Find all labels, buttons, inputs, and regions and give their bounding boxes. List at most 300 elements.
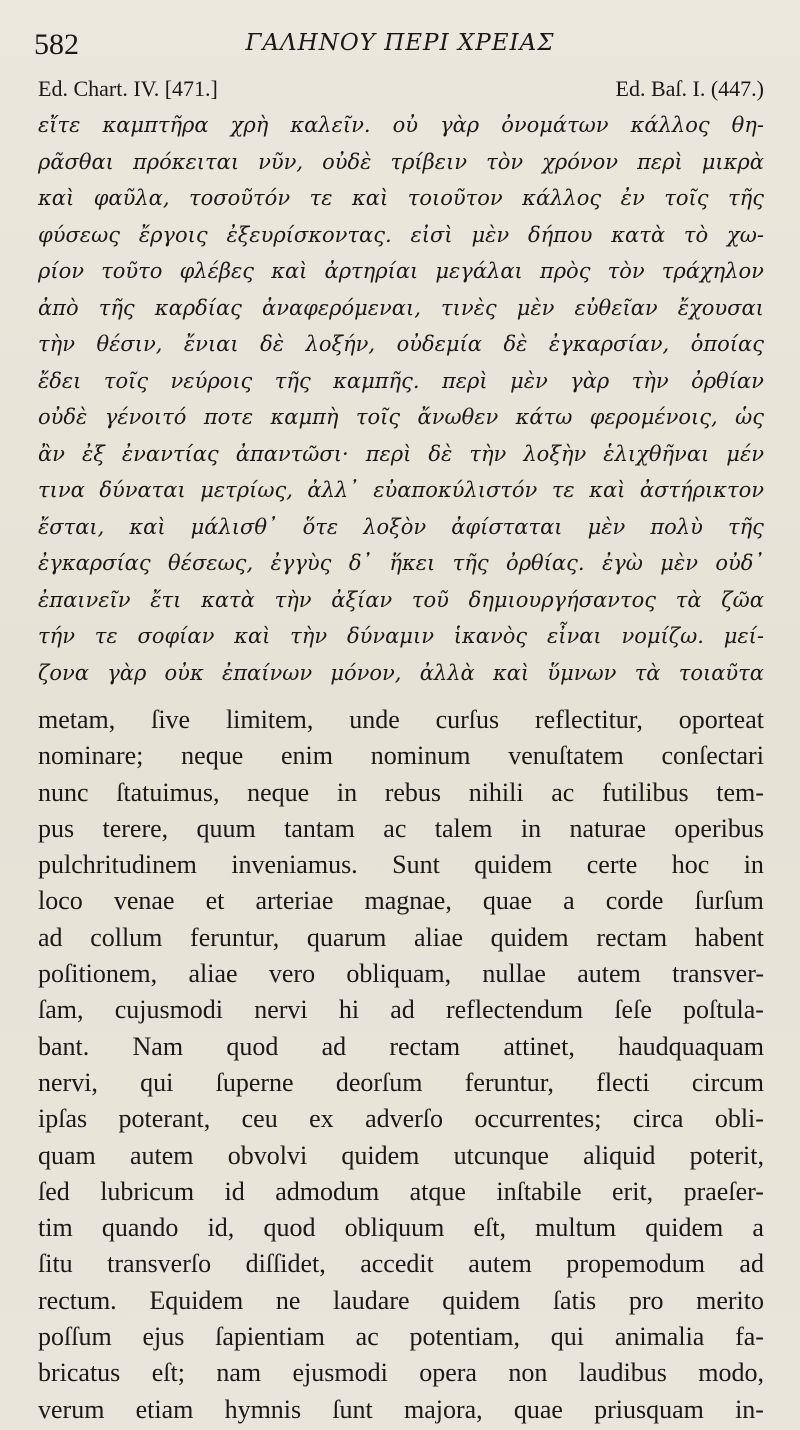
word: ſed (38, 1176, 70, 1206)
word: τὰ (675, 587, 702, 612)
word: ἔτι (150, 587, 182, 612)
latin-text-line (38, 1101, 764, 1137)
word: hoc (671, 850, 710, 880)
word: τὸν (607, 259, 645, 283)
word: τοῦτο (101, 259, 163, 283)
word: ἀπὸ (38, 295, 79, 320)
word: τῆς (274, 368, 311, 393)
word: nam (216, 1358, 262, 1388)
word: ἑλιχθῆναι (603, 441, 710, 466)
word: fa- (735, 1322, 764, 1352)
edition-chartier: Ed. Chart. IV. [471.] (38, 76, 218, 101)
word: ἐγγὺς (270, 551, 332, 575)
word: loco (38, 886, 83, 916)
word: ἐπαινεῖν (38, 587, 131, 612)
word: ipſas (38, 1104, 88, 1134)
word: aliae (413, 922, 464, 952)
word: ὕμνων (547, 660, 617, 685)
word: pulchritudinem (38, 850, 197, 880)
word: ρίον (38, 259, 84, 283)
word: χρὴ (230, 113, 269, 137)
word: feruntur, (190, 922, 280, 952)
word: μέν (726, 441, 764, 466)
greek-text-line (38, 582, 764, 619)
latin-text-line (38, 1065, 764, 1101)
word: τὴν (290, 624, 328, 648)
word: tantam (284, 813, 355, 843)
greek-text-line (38, 217, 764, 254)
word: ac (551, 777, 575, 807)
word: utcunque (453, 1140, 549, 1170)
word: κάτω (515, 405, 573, 429)
word: καὶ (129, 514, 166, 539)
word: ac (355, 1322, 379, 1352)
word: λοξὸν (363, 514, 427, 539)
word: περὶ (441, 368, 488, 393)
word: μὲν (660, 551, 698, 575)
word: τοιαῦτα (678, 660, 764, 685)
word: μὲν (587, 514, 626, 539)
word: cujusmodi (114, 995, 224, 1025)
word: lubricum (100, 1176, 195, 1206)
word: οὐκ (164, 660, 204, 685)
word: venuſtatem (508, 741, 624, 771)
word: ejusmodi (292, 1358, 388, 1388)
word: collum (90, 922, 163, 952)
word: τῆς (727, 514, 764, 539)
word: καρδίας (154, 295, 242, 320)
word: δήπου (527, 222, 593, 247)
word: κατὰ (611, 222, 666, 247)
page-number: 582 (34, 28, 79, 61)
word: id, (207, 1213, 235, 1243)
word: quidem (490, 922, 569, 952)
greek-text-line (38, 509, 764, 546)
word: unde (349, 705, 400, 734)
word: a (752, 1213, 764, 1243)
word: ὡς (735, 405, 764, 429)
word: ρᾶσθαι (38, 149, 114, 174)
word: ὁποίας (690, 332, 764, 356)
word: γὰρ (440, 113, 480, 137)
latin-text-line (38, 992, 764, 1028)
word: metam, (38, 705, 116, 734)
word: poſitionem, (38, 959, 158, 989)
word: μὲν (510, 368, 548, 393)
word: εὐθεῖαν (574, 295, 658, 320)
word: reflectitur, (534, 705, 643, 734)
word: modo, (698, 1358, 764, 1388)
word: ζονα (38, 660, 89, 685)
word: ἀφίσταται (451, 514, 563, 539)
word: χρόνον (542, 149, 619, 174)
word: χω- (726, 222, 764, 247)
word: quae (513, 1394, 563, 1424)
word: reflectendum (445, 995, 584, 1025)
word: τράχηλον (661, 259, 764, 283)
word: inveniamus. (231, 850, 358, 880)
word: nervi (254, 995, 308, 1025)
word: καὶ (271, 259, 308, 283)
edition-basel: Ed. Baſ. I. (447.) (615, 76, 764, 101)
word: κατὰ (201, 587, 255, 612)
word: ὀρθίαν (691, 368, 764, 393)
word: transver- (672, 959, 764, 989)
word: quum (196, 813, 256, 843)
word: ὅτε (302, 514, 339, 539)
word: feruntur, (464, 1067, 554, 1097)
word: venae (113, 886, 175, 916)
word: ἱκανὸς (453, 624, 528, 648)
word: τε (309, 186, 333, 210)
word: qui (140, 1067, 174, 1097)
word: μόνον, (330, 660, 402, 685)
word: τοιοῦτον (407, 186, 503, 210)
word: τὸν (486, 149, 524, 174)
word: πολὺ (650, 514, 703, 539)
word: laudare (333, 1285, 410, 1315)
word: flecti (596, 1067, 650, 1097)
word: ἀπαντῶσι· (235, 441, 349, 466)
word: talem (434, 813, 493, 843)
word: καμπῆς. (333, 368, 420, 393)
word: futilibus (601, 777, 689, 807)
latin-text-line (38, 702, 764, 738)
word: vero (268, 959, 316, 989)
word: τῆς (452, 551, 489, 575)
word: Nam (132, 1031, 184, 1061)
word: ἐξευρίσκοντας. (226, 222, 392, 247)
word: nominum (370, 741, 471, 771)
word: tim (38, 1213, 73, 1243)
word: ex (309, 1104, 334, 1134)
word: habent (694, 922, 764, 952)
word: Equidem (149, 1285, 244, 1315)
word: bricatus (38, 1358, 121, 1388)
word: in (520, 813, 542, 843)
word: aliquid (583, 1140, 656, 1170)
word: attinet, (503, 1031, 575, 1061)
word: ceu (241, 1104, 278, 1134)
word: pus (38, 813, 75, 843)
word: ἀλλ᾽ (307, 478, 359, 502)
word: εὐαποκύλιστόν (373, 478, 538, 502)
word: μεγάλαι (435, 259, 523, 283)
word: ac (383, 813, 407, 843)
word: δ᾽ (348, 551, 372, 575)
word: ad (390, 995, 415, 1025)
word: conſectari (661, 741, 764, 771)
word: ἔδει (38, 368, 82, 393)
word: ἀστήρικτον (639, 478, 764, 502)
word: ſive (151, 705, 191, 734)
word: operibus (674, 813, 764, 843)
greek-text-line (38, 655, 764, 692)
word: propemodum (566, 1249, 705, 1279)
word: naturae (569, 813, 647, 843)
running-title: ΓΑΛΗΝΟΥ ΠΕΡΙ ΧΡΕΙΑΣ (245, 30, 555, 56)
word: quod (226, 1031, 279, 1061)
word: τε (94, 624, 118, 648)
word: neque (181, 741, 244, 771)
word: corde (605, 886, 664, 916)
word: a (563, 886, 575, 916)
word: κάλλος (630, 113, 710, 137)
word: μὲν (471, 222, 510, 247)
latin-text-block (38, 702, 764, 1428)
word: magnae, (364, 886, 452, 916)
word: obvolvi (227, 1140, 308, 1170)
latin-text-line (38, 920, 764, 956)
word: rectum. (38, 1285, 117, 1315)
word: μὲν (516, 295, 555, 320)
greek-text-line (38, 545, 764, 582)
word: ἐπαίνων (221, 660, 313, 685)
word: autem (577, 959, 641, 989)
latin-text-line (38, 811, 764, 847)
word: obliquam, (346, 959, 452, 989)
word: κάλλος (522, 186, 602, 210)
word: quarum (306, 922, 387, 952)
word: enim (281, 741, 334, 771)
word: ὀρθίας. (506, 551, 585, 575)
word: transverſo (107, 1249, 212, 1279)
word: καὶ (234, 624, 271, 648)
word: ad (739, 1249, 764, 1279)
word: etiam (135, 1394, 194, 1424)
word: τὴν (631, 368, 669, 393)
word: non (508, 1358, 548, 1388)
word: poterit, (689, 1140, 764, 1170)
word: aliae (188, 959, 238, 989)
word: quae (482, 886, 532, 916)
word: ſtatuimus, (116, 777, 220, 807)
word: πρὸς (539, 259, 591, 283)
page-header (34, 24, 766, 68)
word: hymnis (224, 1394, 302, 1424)
word: ἐναντίας (121, 441, 219, 466)
word: ſeſe (614, 995, 652, 1025)
word: ποτε (203, 405, 254, 429)
word: καὶ (589, 478, 626, 502)
word: opera (419, 1358, 477, 1388)
word: occurrentes; (474, 1104, 602, 1134)
word: τε (551, 478, 575, 502)
word: εἰσὶ (410, 222, 453, 247)
word: quidem (442, 1285, 521, 1315)
word: τοῖς (103, 368, 149, 393)
word: rectam (389, 1031, 461, 1061)
word: ſurſum (694, 886, 764, 916)
word: ſunt (332, 1394, 373, 1424)
word: λοξὴν (523, 441, 587, 466)
word: φερομένοις, (589, 405, 718, 429)
word: autem (468, 1249, 532, 1279)
word: θη- (731, 113, 764, 137)
word: ἄνωθεν (417, 405, 499, 429)
word: quidem (341, 1140, 420, 1170)
word: δύναμιν (346, 624, 434, 648)
word: nervi, (38, 1067, 98, 1097)
latin-text-line (38, 1319, 764, 1355)
word: ſatis (552, 1285, 597, 1315)
word: καλεῖν. (290, 113, 371, 137)
word: μικρὰ (701, 149, 764, 174)
word: τρίβειν (390, 149, 468, 174)
word: δύναται (99, 478, 186, 502)
word: oporteat (678, 705, 764, 734)
latin-text-line (38, 738, 764, 774)
word: deorſum (335, 1067, 423, 1097)
word: merito (696, 1285, 764, 1315)
word: eſt, (473, 1213, 506, 1243)
word: laudibus (578, 1358, 667, 1388)
word: rebus (384, 777, 442, 807)
word: limitem, (225, 705, 314, 734)
word: σοφίαν (137, 624, 215, 648)
word: id (224, 1176, 245, 1206)
word: certe (586, 850, 638, 880)
latin-text-line (38, 1283, 764, 1319)
word: γένοιτό (104, 405, 187, 429)
word: arteriae (255, 886, 334, 916)
word: τὰ (634, 660, 661, 685)
word: τοῦ (411, 587, 449, 612)
greek-text-line (38, 290, 764, 327)
word: καὶ (38, 186, 75, 210)
word: curſus (435, 705, 500, 734)
word: περὶ (365, 441, 412, 466)
word: adverſo (365, 1104, 444, 1134)
word: majora, (403, 1394, 483, 1424)
word: φύσεως (38, 222, 120, 247)
word: δημιουργήσαντος (468, 587, 656, 612)
word: circa (632, 1104, 684, 1134)
word: bant. (38, 1031, 90, 1061)
word: verum (38, 1394, 105, 1424)
greek-text-line (38, 363, 764, 400)
word: neque (247, 777, 310, 807)
greek-text-line (38, 144, 764, 181)
word: obliquum (344, 1213, 445, 1243)
word: ἐγκαρσίαν, (548, 332, 670, 356)
word: quidem (645, 1213, 724, 1243)
word: poſtula- (683, 995, 764, 1025)
word: multum (535, 1213, 617, 1243)
word: et (205, 886, 225, 916)
word: γὰρ (570, 368, 610, 393)
word: in (336, 777, 358, 807)
greek-text-line (38, 180, 764, 217)
word: οὐδ᾽ (715, 551, 764, 575)
word: θέσιν, (96, 332, 163, 356)
word: ἀξίαν (331, 587, 393, 612)
word: καὶ (492, 660, 530, 685)
word: nominare; (38, 741, 144, 771)
greek-text-block (38, 107, 764, 691)
latin-text-line (38, 1355, 764, 1391)
word: ſitu (38, 1249, 73, 1279)
latin-text-line (38, 1174, 764, 1210)
word: δὲ (260, 332, 285, 356)
word: τὴν (274, 587, 312, 612)
word: ἀρτηρίαι (324, 259, 419, 283)
word: ὀνομάτων (501, 113, 609, 137)
word: quam (38, 1140, 96, 1170)
word: εἶναι (546, 624, 602, 648)
word: ἔσται, (38, 514, 105, 539)
word: καὶ (352, 186, 389, 210)
word: animalia (614, 1322, 705, 1352)
word: ἥκει (389, 551, 436, 575)
word: μάλισθ᾽ (190, 514, 278, 539)
word: quando (101, 1213, 179, 1243)
latin-text-line (38, 956, 764, 992)
word: τοῖς (664, 186, 709, 210)
edition-references (38, 76, 764, 106)
word: praeſer- (683, 1176, 764, 1206)
word: ad (38, 922, 63, 952)
word: γὰρ (107, 660, 147, 685)
word: πρόκειται (132, 149, 240, 174)
word: μεί- (723, 624, 764, 648)
greek-text-line (38, 436, 764, 473)
latin-text-line (38, 883, 764, 919)
word: τινὲς (440, 295, 497, 320)
word: καμπὴ (270, 405, 339, 429)
word: τὴν (38, 332, 75, 356)
word: ejus (142, 1322, 185, 1352)
word: τοσοῦτόν (189, 186, 291, 210)
word: atque (409, 1176, 466, 1206)
word: nunc (38, 777, 89, 807)
word: ἐν (620, 186, 645, 210)
latin-text-line (38, 1392, 764, 1428)
word: autem (129, 1140, 194, 1170)
latin-text-line (38, 1138, 764, 1174)
word: μετρίως, (200, 478, 293, 502)
word: ἐγὼ (601, 551, 643, 575)
word: potentiam, (409, 1322, 521, 1352)
word: νῦν, (258, 149, 304, 174)
word: καμπτῆρα (102, 113, 209, 137)
greek-text-line (38, 618, 764, 655)
word: δὲ (428, 441, 453, 466)
word: ſuperne (215, 1067, 294, 1097)
word: εἴτε (38, 113, 81, 137)
latin-text-line (38, 1029, 764, 1065)
word: ἐξ (82, 441, 105, 466)
word: quidem (474, 850, 553, 880)
word: θέσεως, (168, 551, 254, 575)
word: quod (263, 1213, 316, 1243)
word: poterant, (118, 1104, 211, 1134)
word: ἀλλὰ (419, 660, 475, 685)
word: nihili (468, 777, 524, 807)
word: φλέβες (179, 259, 255, 283)
word: οὐδεμία (396, 332, 482, 356)
word: hi (338, 995, 360, 1025)
word: ζῶα (721, 587, 764, 612)
word: haudquaquam (618, 1031, 764, 1061)
word: νομίζω. (621, 624, 704, 648)
word: τινα (38, 478, 85, 502)
word: accedit (360, 1249, 434, 1279)
word: in- (735, 1394, 764, 1424)
word: in (743, 850, 764, 880)
word: ἀναφερόμεναι, (262, 295, 421, 320)
word: ἔνιαι (183, 332, 239, 356)
